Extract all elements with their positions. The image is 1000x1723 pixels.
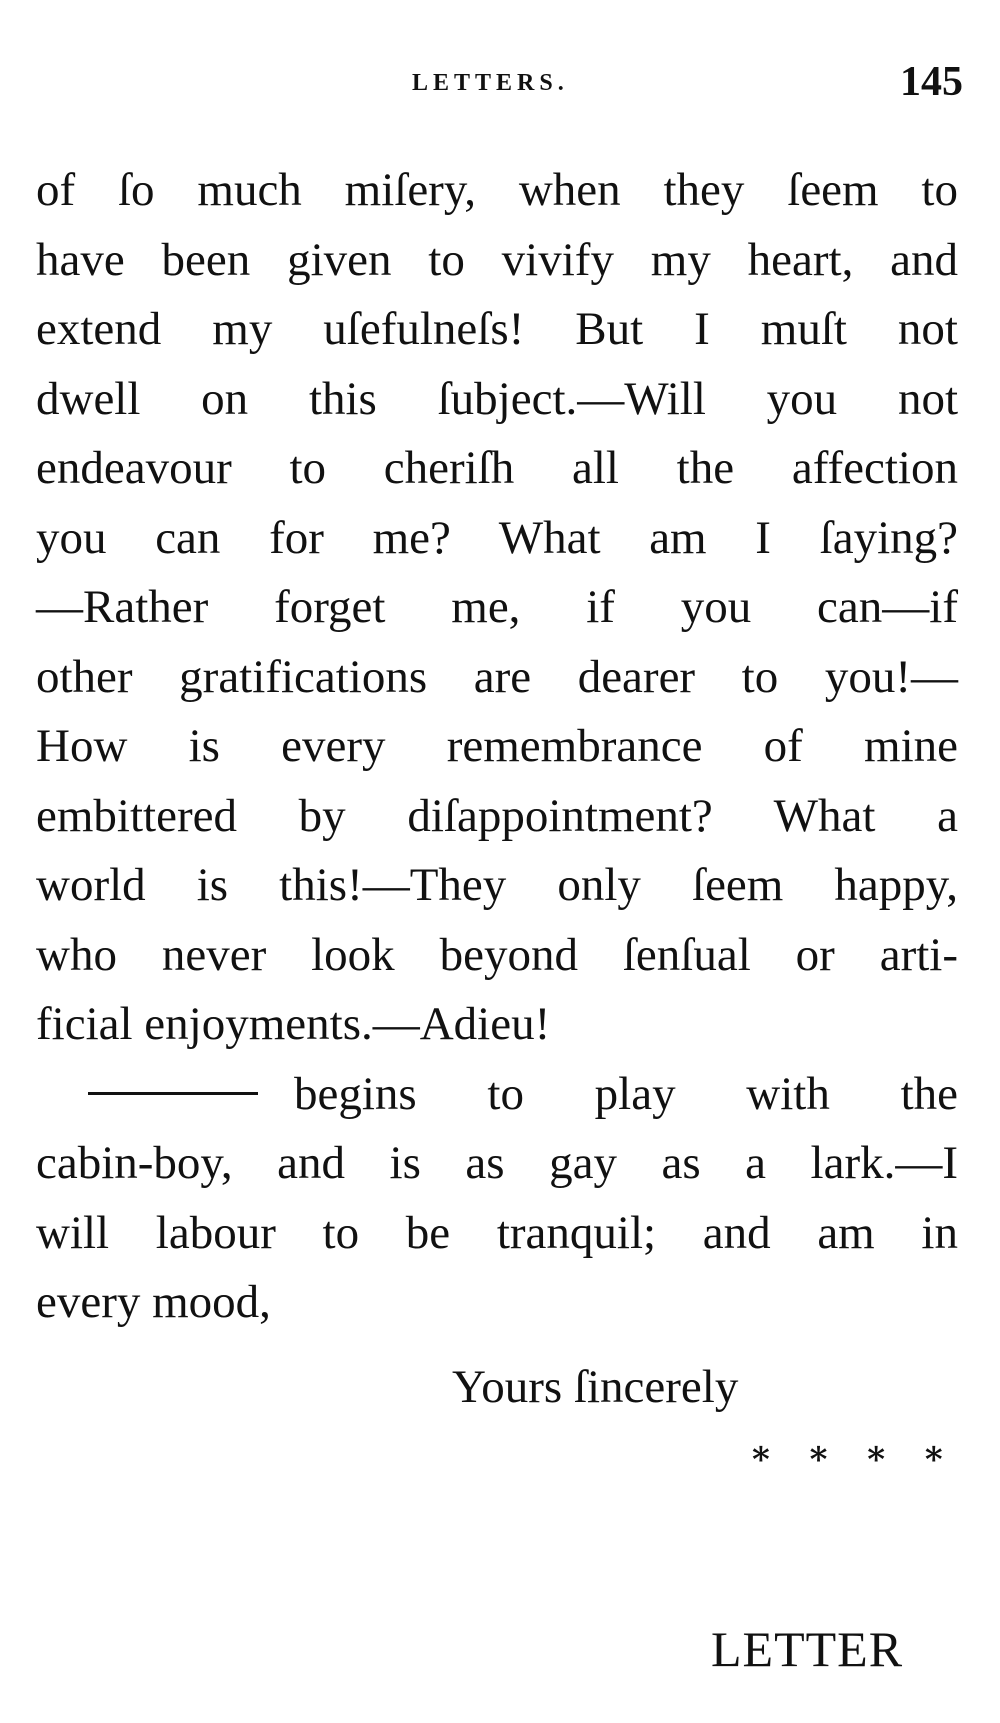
text-line: ficial enjoyments.—Adieu!: [36, 998, 551, 1050]
text-line: How is every remembrance of mine: [36, 720, 958, 772]
valediction: Yours ſincerely: [452, 1361, 739, 1413]
text-line: every mood,: [36, 1276, 271, 1328]
running-title: LETTERS.: [412, 70, 569, 96]
text-line: endeavour to cheriſh all the affection: [36, 442, 958, 494]
text-line: have been given to vivify my heart, and: [36, 233, 958, 286]
signature-asterisks: * * * *: [752, 1440, 957, 1480]
text-line-with-dash: [36, 1060, 958, 1130]
text-line: world is this!—They only ſeem happy,: [36, 859, 958, 911]
text-line-content: begins to play with the: [294, 1067, 958, 1120]
text-line: embittered by diſappointment? What a: [36, 789, 958, 842]
page-number: 145: [900, 59, 963, 105]
text-line: of ſo much miſery, when they ſeem to: [36, 164, 958, 216]
text-line: who never look beyond ſenſual or arti-: [36, 928, 958, 981]
text-line: —Rather forget me, if you can—if: [36, 581, 958, 633]
text-line: other gratifications are dearer to you!—: [36, 650, 958, 703]
letter-body: [36, 156, 958, 1338]
text-line: dwell on this ſubject.—Will you not: [36, 372, 958, 425]
catchword: LETTER: [711, 1621, 904, 1677]
text-line: will labour to be tranquil; and am in: [36, 1206, 958, 1259]
text-line: cabin-boy, and is as gay as a lark.—I: [36, 1137, 958, 1189]
text-line: extend my uſefulneſs! But I muſt not: [36, 303, 958, 355]
running-head: [0, 58, 1000, 108]
text-line: you can for me? What am I ſaying?: [36, 511, 958, 564]
name-omission-dash: [88, 1092, 258, 1095]
